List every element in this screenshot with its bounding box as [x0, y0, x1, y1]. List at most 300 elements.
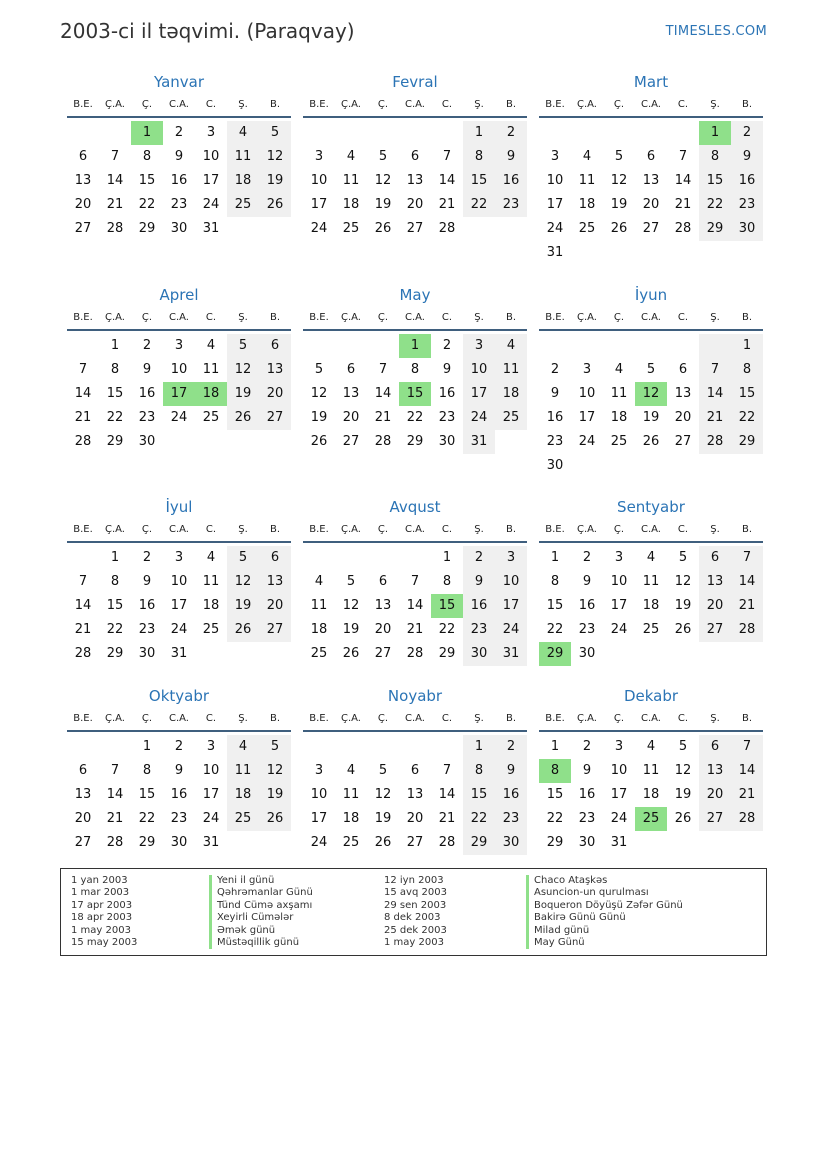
- day-cell: 11: [342, 173, 360, 188]
- day-cell: 20: [406, 197, 424, 212]
- day-cell: 13: [342, 386, 360, 401]
- day-cell: 21: [374, 410, 392, 425]
- day-cell: 16: [546, 410, 564, 425]
- weekday-header: [67, 305, 291, 331]
- day-cell: 22: [406, 410, 424, 425]
- day-cell: 1: [442, 550, 452, 565]
- day-cell: 16: [170, 787, 188, 802]
- day-cell: 20: [699, 594, 731, 618]
- day-cell: 1: [110, 338, 120, 353]
- day-cell: 2: [582, 550, 592, 565]
- day-cell: 4: [346, 763, 356, 778]
- day-cell: 2: [142, 550, 152, 565]
- day-cell: 23: [170, 197, 188, 212]
- day-cell: 17: [170, 598, 188, 613]
- day-cell: 11: [227, 759, 259, 783]
- day-cell: 21: [106, 811, 124, 826]
- day-cell: 26: [342, 646, 360, 661]
- weekday-label: C.A.: [168, 712, 189, 724]
- day-cell: 11: [642, 574, 660, 589]
- day-cell: 3: [495, 546, 527, 570]
- day-cell: 22: [463, 807, 495, 831]
- weekday-label: C.A.: [640, 311, 661, 323]
- weekday-label: C.: [205, 311, 217, 323]
- day-cell: 1: [463, 735, 495, 759]
- legend-date: 25 dek 2003: [384, 924, 447, 936]
- day-cell: 17: [202, 787, 220, 802]
- month-block: [303, 497, 527, 666]
- empty-day-cell: [335, 334, 367, 358]
- weekday-label: C.A.: [404, 311, 425, 323]
- weekday-label: Ş.: [238, 523, 248, 535]
- day-grid: [303, 334, 527, 454]
- holiday-day-cell: 18: [195, 382, 227, 406]
- day-cell: 11: [227, 145, 259, 169]
- day-cell: 29: [438, 646, 456, 661]
- day-cell: 8: [463, 145, 495, 169]
- holiday-day-cell: 15: [399, 382, 431, 406]
- day-cell: 10: [463, 358, 495, 382]
- day-cell: 16: [731, 169, 763, 193]
- day-cell: 29: [546, 835, 564, 850]
- day-cell: 26: [642, 434, 660, 449]
- weekday-label: Ş.: [474, 98, 484, 110]
- weekday-label: C.: [677, 311, 689, 323]
- weekday-label: Ş.: [710, 712, 720, 724]
- weekday-label: B.: [269, 523, 281, 535]
- day-cell: 4: [646, 550, 656, 565]
- month-block: [67, 72, 291, 241]
- weekday-label: C.: [205, 712, 217, 724]
- day-cell: 15: [731, 382, 763, 406]
- month-block: [303, 285, 527, 454]
- legend-date: 18 apr 2003: [71, 912, 133, 924]
- holiday-day-cell: 1: [131, 121, 163, 145]
- day-cell: 26: [227, 618, 259, 642]
- day-cell: 26: [374, 835, 392, 850]
- weekday-label: B.: [269, 712, 281, 724]
- day-cell: 26: [610, 221, 628, 236]
- day-cell: 10: [170, 574, 188, 589]
- day-cell: 2: [731, 121, 763, 145]
- day-cell: 12: [374, 787, 392, 802]
- weekday-label: B.E.: [545, 311, 565, 323]
- weekday-label: B.E.: [545, 98, 565, 110]
- day-cell: 25: [610, 434, 628, 449]
- empty-day-cell: [303, 121, 335, 145]
- weekday-label: Ç.A.: [340, 98, 361, 110]
- day-cell: 30: [170, 221, 188, 236]
- day-cell: 27: [699, 807, 731, 831]
- day-cell: 4: [314, 574, 324, 589]
- holiday-day-cell: 17: [163, 382, 195, 406]
- day-cell: 27: [699, 618, 731, 642]
- month-block: [539, 285, 763, 478]
- empty-day-cell: [539, 121, 571, 145]
- day-cell: 27: [642, 221, 660, 236]
- day-cell: 20: [406, 811, 424, 826]
- weekday-label: Ş.: [474, 523, 484, 535]
- day-cell: 25: [202, 410, 220, 425]
- day-cell: 15: [138, 173, 156, 188]
- weekday-label: Ç.A.: [104, 712, 125, 724]
- day-cell: 23: [495, 807, 527, 831]
- weekday-label: Ç.A.: [576, 712, 597, 724]
- day-cell: 18: [227, 169, 259, 193]
- day-cell: 11: [310, 598, 328, 613]
- day-grid: [539, 735, 763, 855]
- day-cell: 11: [578, 173, 596, 188]
- weekday-label: Ç.: [377, 523, 389, 535]
- empty-day-cell: [667, 334, 699, 358]
- day-cell: 2: [174, 739, 184, 754]
- weekday-label: C.A.: [168, 311, 189, 323]
- weekday-label: C.: [677, 712, 689, 724]
- day-cell: 14: [438, 173, 456, 188]
- weekday-label: B.E.: [545, 712, 565, 724]
- day-cell: 7: [78, 362, 88, 377]
- weekday-label: C.A.: [640, 98, 661, 110]
- brand-link[interactable]: TIMESLES.COM: [665, 24, 767, 39]
- day-cell: 21: [731, 594, 763, 618]
- day-cell: 1: [110, 550, 120, 565]
- day-cell: 17: [310, 197, 328, 212]
- day-cell: 10: [170, 362, 188, 377]
- day-cell: 9: [142, 574, 152, 589]
- day-cell: 29: [138, 221, 156, 236]
- legend-date: 15 may 2003: [71, 936, 138, 948]
- day-cell: 19: [374, 197, 392, 212]
- legend-col1-names: [209, 875, 313, 949]
- legend-col2-dates: [384, 875, 447, 949]
- empty-day-cell: [367, 546, 399, 570]
- day-cell: 21: [438, 811, 456, 826]
- day-cell: 24: [310, 221, 328, 236]
- day-cell: 3: [174, 550, 184, 565]
- empty-day-cell: [571, 334, 603, 358]
- month-name: Dekabr: [623, 687, 679, 705]
- day-cell: 19: [674, 787, 692, 802]
- day-cell: 13: [406, 173, 424, 188]
- day-cell: 24: [170, 622, 188, 637]
- weekday-label: C.A.: [404, 98, 425, 110]
- day-grid: [539, 546, 763, 666]
- legend-holiday-name: Bakirə Günü Günü: [526, 912, 683, 924]
- month-name: Aprel: [159, 286, 199, 304]
- day-cell: 8: [410, 362, 420, 377]
- holiday-day-cell: 29: [539, 642, 571, 666]
- day-cell: 14: [674, 173, 692, 188]
- empty-day-cell: [303, 546, 335, 570]
- day-cell: 16: [138, 386, 156, 401]
- legend-date: 29 sen 2003: [384, 899, 447, 911]
- empty-day-cell: [399, 121, 431, 145]
- empty-day-cell: [399, 546, 431, 570]
- day-cell: 6: [699, 735, 731, 759]
- weekday-header: [539, 706, 763, 732]
- weekday-label: Ç.A.: [340, 712, 361, 724]
- day-cell: 18: [495, 382, 527, 406]
- day-cell: 15: [106, 598, 124, 613]
- day-cell: 24: [170, 410, 188, 425]
- day-cell: 6: [78, 149, 88, 164]
- weekday-label: Ç.: [141, 712, 153, 724]
- weekday-label: Ç.: [141, 311, 153, 323]
- day-cell: 19: [610, 197, 628, 212]
- day-cell: 5: [678, 739, 688, 754]
- day-cell: 31: [463, 430, 495, 454]
- day-cell: 18: [227, 783, 259, 807]
- day-cell: 22: [106, 622, 124, 637]
- weekday-header: [303, 706, 527, 732]
- weekday-label: Ç.A.: [576, 523, 597, 535]
- day-cell: 22: [138, 197, 156, 212]
- weekday-label: Ş.: [710, 523, 720, 535]
- empty-day-cell: [335, 546, 367, 570]
- day-cell: 8: [142, 763, 152, 778]
- weekday-label: C.A.: [640, 523, 661, 535]
- day-grid: [67, 121, 291, 241]
- weekday-label: Ç.: [141, 98, 153, 110]
- empty-day-cell: [67, 121, 99, 145]
- weekday-label: B.E.: [309, 98, 329, 110]
- day-cell: 30: [438, 434, 456, 449]
- day-cell: 8: [463, 759, 495, 783]
- holiday-day-cell: 15: [431, 594, 463, 618]
- day-cell: 23: [438, 410, 456, 425]
- day-grid: [303, 735, 527, 855]
- day-cell: 20: [259, 594, 291, 618]
- day-cell: 15: [699, 169, 731, 193]
- day-cell: 9: [582, 574, 592, 589]
- weekday-label: C.: [205, 98, 217, 110]
- day-cell: 26: [374, 221, 392, 236]
- day-cell: 8: [442, 574, 452, 589]
- weekday-label: B.E.: [309, 712, 329, 724]
- day-cell: 28: [106, 835, 124, 850]
- day-cell: 12: [342, 598, 360, 613]
- day-cell: 29: [106, 646, 124, 661]
- day-cell: 4: [227, 121, 259, 145]
- day-cell: 19: [227, 594, 259, 618]
- empty-day-cell: [603, 121, 635, 145]
- day-cell: 9: [174, 149, 184, 164]
- day-cell: 19: [259, 783, 291, 807]
- day-cell: 2: [582, 739, 592, 754]
- weekday-label: C.A.: [168, 523, 189, 535]
- day-cell: 27: [406, 221, 424, 236]
- day-cell: 18: [578, 197, 596, 212]
- day-cell: 18: [342, 197, 360, 212]
- empty-day-cell: [367, 121, 399, 145]
- day-cell: 4: [206, 338, 216, 353]
- day-cell: 26: [259, 807, 291, 831]
- holiday-day-cell: 12: [635, 382, 667, 406]
- day-cell: 9: [495, 145, 527, 169]
- day-grid: [67, 546, 291, 666]
- empty-day-cell: [699, 334, 731, 358]
- day-cell: 25: [578, 221, 596, 236]
- day-cell: 7: [378, 362, 388, 377]
- day-cell: 22: [463, 193, 495, 217]
- day-cell: 10: [578, 386, 596, 401]
- day-cell: 9: [174, 763, 184, 778]
- weekday-header: [303, 92, 527, 118]
- weekday-label: Ş.: [238, 311, 248, 323]
- day-cell: 24: [202, 811, 220, 826]
- day-cell: 16: [495, 783, 527, 807]
- day-cell: 18: [642, 787, 660, 802]
- empty-day-cell: [67, 546, 99, 570]
- day-cell: 30: [546, 458, 564, 473]
- weekday-label: C.: [441, 98, 453, 110]
- day-cell: 27: [74, 835, 92, 850]
- day-cell: 18: [342, 811, 360, 826]
- day-cell: 10: [610, 574, 628, 589]
- weekday-label: Ç.: [377, 311, 389, 323]
- weekday-label: Ç.: [613, 523, 625, 535]
- day-cell: 28: [674, 221, 692, 236]
- day-cell: 25: [342, 835, 360, 850]
- day-cell: 2: [495, 121, 527, 145]
- day-cell: 18: [202, 598, 220, 613]
- weekday-label: C.A.: [404, 523, 425, 535]
- month-name: May: [399, 286, 431, 304]
- day-cell: 9: [463, 570, 495, 594]
- day-cell: 5: [646, 362, 656, 377]
- month-name: Mart: [633, 73, 669, 91]
- day-cell: 11: [610, 386, 628, 401]
- day-cell: 28: [406, 646, 424, 661]
- day-cell: 23: [463, 618, 495, 642]
- day-grid: [539, 121, 763, 265]
- day-cell: 28: [731, 807, 763, 831]
- empty-day-cell: [303, 334, 335, 358]
- day-cell: 3: [614, 550, 624, 565]
- legend-date: 1 may 2003: [384, 936, 444, 948]
- day-cell: 14: [374, 386, 392, 401]
- weekday-label: B.: [505, 98, 517, 110]
- month-block: [539, 72, 763, 265]
- day-cell: 12: [610, 173, 628, 188]
- day-cell: 1: [463, 121, 495, 145]
- empty-day-cell: [431, 735, 463, 759]
- day-cell: 26: [674, 811, 692, 826]
- day-cell: 14: [74, 598, 92, 613]
- day-cell: 22: [438, 622, 456, 637]
- day-cell: 20: [342, 410, 360, 425]
- weekday-label: B.: [741, 98, 753, 110]
- day-cell: 31: [546, 245, 564, 260]
- weekday-header: [67, 517, 291, 543]
- empty-day-cell: [99, 121, 131, 145]
- day-cell: 5: [378, 149, 388, 164]
- day-cell: 23: [170, 811, 188, 826]
- weekday-label: Ç.: [613, 712, 625, 724]
- empty-day-cell: [335, 121, 367, 145]
- weekday-label: Ç.A.: [104, 523, 125, 535]
- day-cell: 26: [227, 406, 259, 430]
- day-cell: 24: [202, 197, 220, 212]
- day-cell: 14: [106, 787, 124, 802]
- month-block: [67, 497, 291, 666]
- day-cell: 9: [731, 145, 763, 169]
- day-cell: 9: [142, 362, 152, 377]
- day-cell: 5: [227, 546, 259, 570]
- day-cell: 14: [731, 759, 763, 783]
- legend-date: 15 avq 2003: [384, 887, 447, 899]
- day-cell: 6: [410, 763, 420, 778]
- day-cell: 14: [406, 598, 424, 613]
- day-cell: 20: [74, 811, 92, 826]
- day-cell: 23: [578, 622, 596, 637]
- day-cell: 19: [259, 169, 291, 193]
- day-cell: 17: [610, 598, 628, 613]
- day-cell: 23: [495, 193, 527, 217]
- day-cell: 31: [202, 835, 220, 850]
- day-cell: 7: [410, 574, 420, 589]
- month-name: Oktyabr: [148, 687, 210, 705]
- day-cell: 9: [442, 362, 452, 377]
- weekday-header: [303, 305, 527, 331]
- holiday-day-cell: 8: [539, 759, 571, 783]
- day-cell: 24: [546, 221, 564, 236]
- day-cell: 13: [699, 570, 731, 594]
- weekday-label: B.E.: [309, 523, 329, 535]
- day-cell: 29: [106, 434, 124, 449]
- day-cell: 6: [346, 362, 356, 377]
- day-cell: 15: [463, 783, 495, 807]
- empty-day-cell: [603, 334, 635, 358]
- month-name: Noyabr: [387, 687, 443, 705]
- day-cell: 20: [699, 783, 731, 807]
- day-cell: 15: [546, 787, 564, 802]
- day-cell: 20: [674, 410, 692, 425]
- day-cell: 30: [578, 646, 596, 661]
- day-cell: 15: [138, 787, 156, 802]
- weekday-label: Ç.: [613, 311, 625, 323]
- day-cell: 8: [731, 358, 763, 382]
- day-cell: 12: [674, 574, 692, 589]
- day-cell: 3: [614, 739, 624, 754]
- weekday-label: B.: [505, 712, 517, 724]
- day-cell: 6: [699, 546, 731, 570]
- day-cell: 4: [346, 149, 356, 164]
- day-cell: 27: [74, 221, 92, 236]
- weekday-label: Ç.: [377, 712, 389, 724]
- day-cell: 10: [310, 787, 328, 802]
- day-cell: 25: [342, 221, 360, 236]
- empty-day-cell: [99, 735, 131, 759]
- day-cell: 16: [138, 598, 156, 613]
- day-cell: 2: [550, 362, 560, 377]
- day-cell: 3: [582, 362, 592, 377]
- day-cell: 17: [495, 594, 527, 618]
- day-cell: 13: [74, 173, 92, 188]
- day-cell: 18: [610, 410, 628, 425]
- day-cell: 14: [699, 382, 731, 406]
- weekday-label: B.E.: [73, 523, 93, 535]
- day-cell: 5: [259, 735, 291, 759]
- legend-col2-names: [526, 875, 683, 949]
- day-cell: 12: [374, 173, 392, 188]
- month-name: Yanvar: [153, 73, 205, 91]
- day-cell: 5: [614, 149, 624, 164]
- day-cell: 8: [699, 145, 731, 169]
- weekday-header: [67, 92, 291, 118]
- day-cell: 17: [463, 382, 495, 406]
- day-cell: 3: [206, 125, 216, 140]
